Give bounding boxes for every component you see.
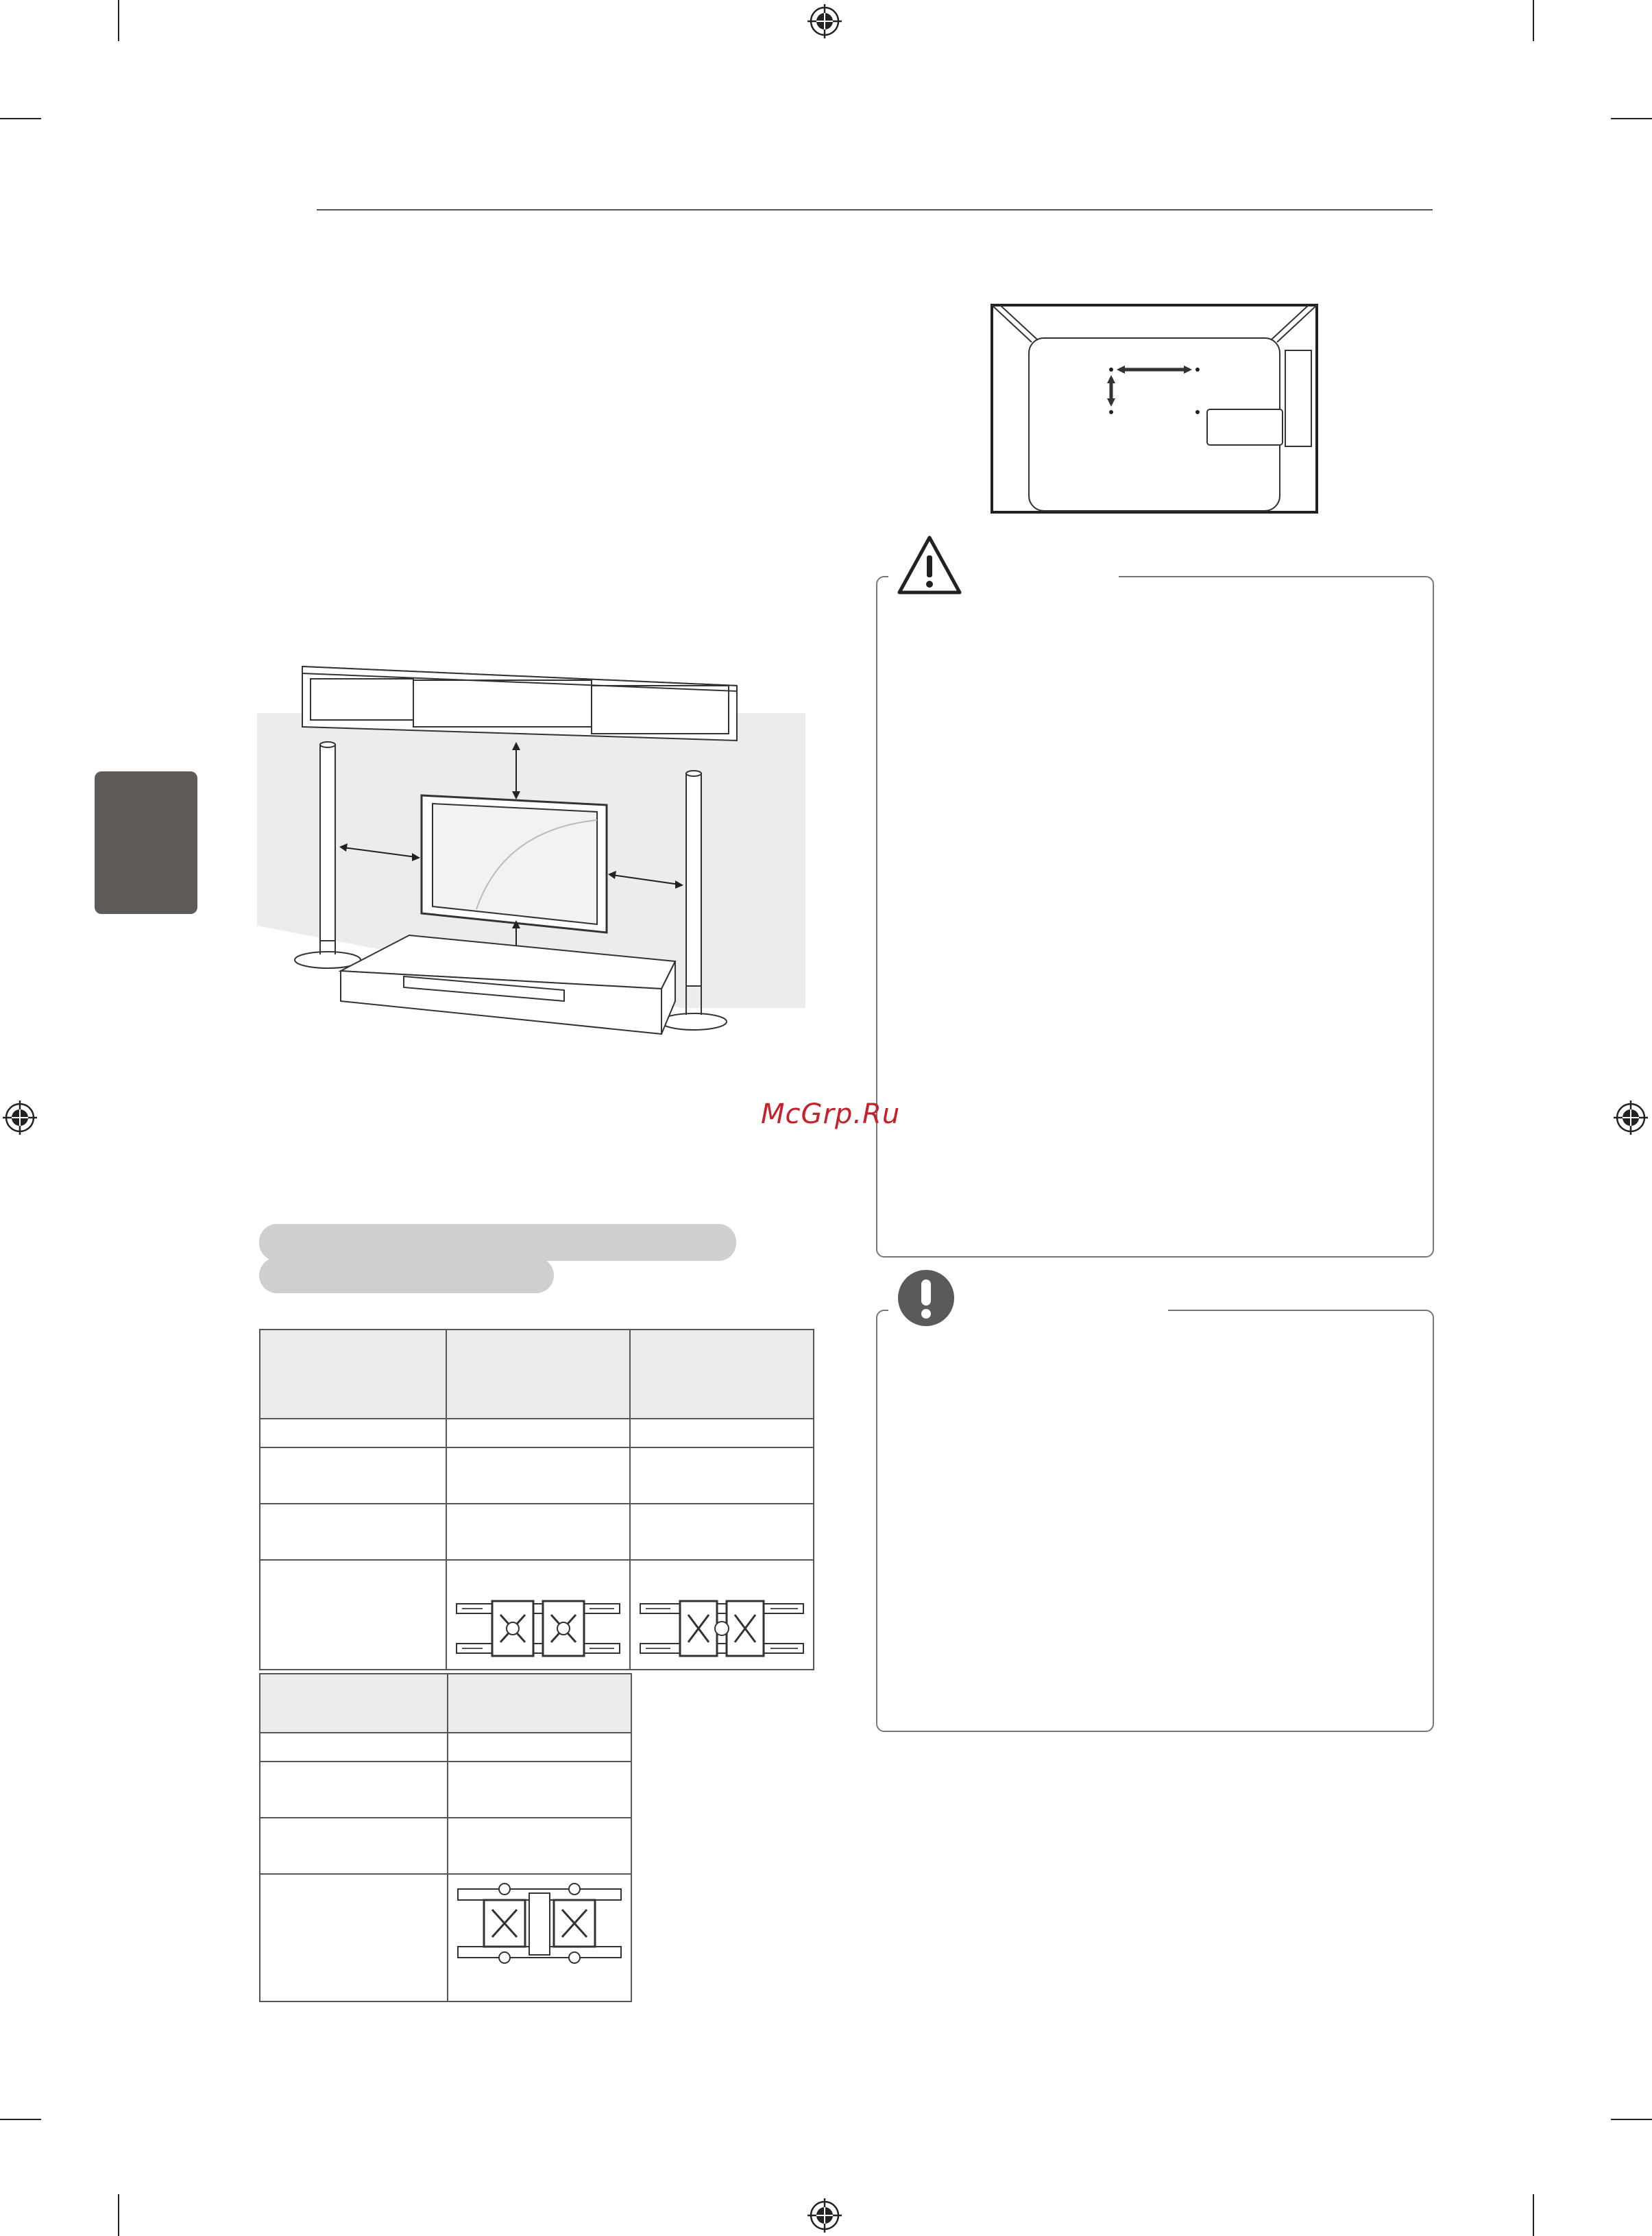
table-cell bbox=[260, 1733, 448, 1762]
crop-mark bbox=[1533, 0, 1534, 41]
wall-mount-table-b bbox=[259, 1673, 632, 2002]
table-cell bbox=[448, 1818, 631, 1874]
table-cell bbox=[448, 1762, 631, 1818]
section-heading-bar bbox=[259, 1224, 736, 1261]
table-cell bbox=[630, 1504, 814, 1560]
section-heading-bar bbox=[259, 1258, 554, 1293]
table-cell bbox=[260, 1504, 446, 1560]
table-header-cell bbox=[448, 1674, 631, 1733]
registration-mark-icon bbox=[1614, 1101, 1648, 1135]
warning-triangle-icon bbox=[895, 533, 964, 597]
registration-mark-icon bbox=[807, 2198, 842, 2233]
section-tab bbox=[95, 771, 197, 914]
table-cell bbox=[630, 1447, 814, 1504]
crop-mark bbox=[118, 0, 119, 41]
exclamation-circle-icon bbox=[897, 1269, 956, 1327]
table-header-cell bbox=[446, 1330, 630, 1419]
header-rule bbox=[317, 209, 1433, 211]
crop-mark bbox=[1611, 118, 1652, 119]
registration-mark-icon bbox=[807, 4, 842, 38]
table-cell bbox=[260, 1560, 446, 1670]
table-cell bbox=[630, 1560, 814, 1670]
table-cell bbox=[260, 1874, 448, 2001]
tv-back-vesa-illustration bbox=[991, 304, 1320, 515]
table-cell bbox=[630, 1419, 814, 1447]
table-cell bbox=[446, 1419, 630, 1447]
table-header-cell bbox=[630, 1330, 814, 1419]
note-box bbox=[876, 1310, 1434, 1732]
table-cell bbox=[448, 1874, 631, 2001]
wall-mount-bracket-icon bbox=[636, 1594, 807, 1663]
wall-mount-bracket-icon bbox=[454, 1879, 625, 1969]
table-cell bbox=[260, 1818, 448, 1874]
table-cell bbox=[448, 1733, 631, 1762]
table-cell bbox=[260, 1762, 448, 1818]
crop-mark bbox=[1533, 2194, 1534, 2236]
table-cell bbox=[446, 1560, 630, 1670]
table-cell bbox=[260, 1419, 446, 1447]
table-header-cell bbox=[260, 1330, 446, 1419]
crop-mark bbox=[118, 2194, 119, 2236]
tv-installation-illustration bbox=[257, 658, 805, 1042]
wall-mount-table-a bbox=[259, 1329, 814, 1670]
crop-mark bbox=[1611, 2119, 1652, 2120]
table-cell bbox=[446, 1447, 630, 1504]
wall-mount-bracket-icon bbox=[452, 1594, 624, 1663]
registration-mark-icon bbox=[3, 1101, 37, 1135]
crop-mark bbox=[0, 118, 41, 119]
crop-mark bbox=[0, 2119, 41, 2120]
table-cell bbox=[260, 1447, 446, 1504]
watermark: McGrp.Ru bbox=[761, 1098, 901, 1130]
caution-box bbox=[876, 576, 1434, 1258]
table-cell bbox=[446, 1504, 630, 1560]
table-header-cell bbox=[260, 1674, 448, 1733]
